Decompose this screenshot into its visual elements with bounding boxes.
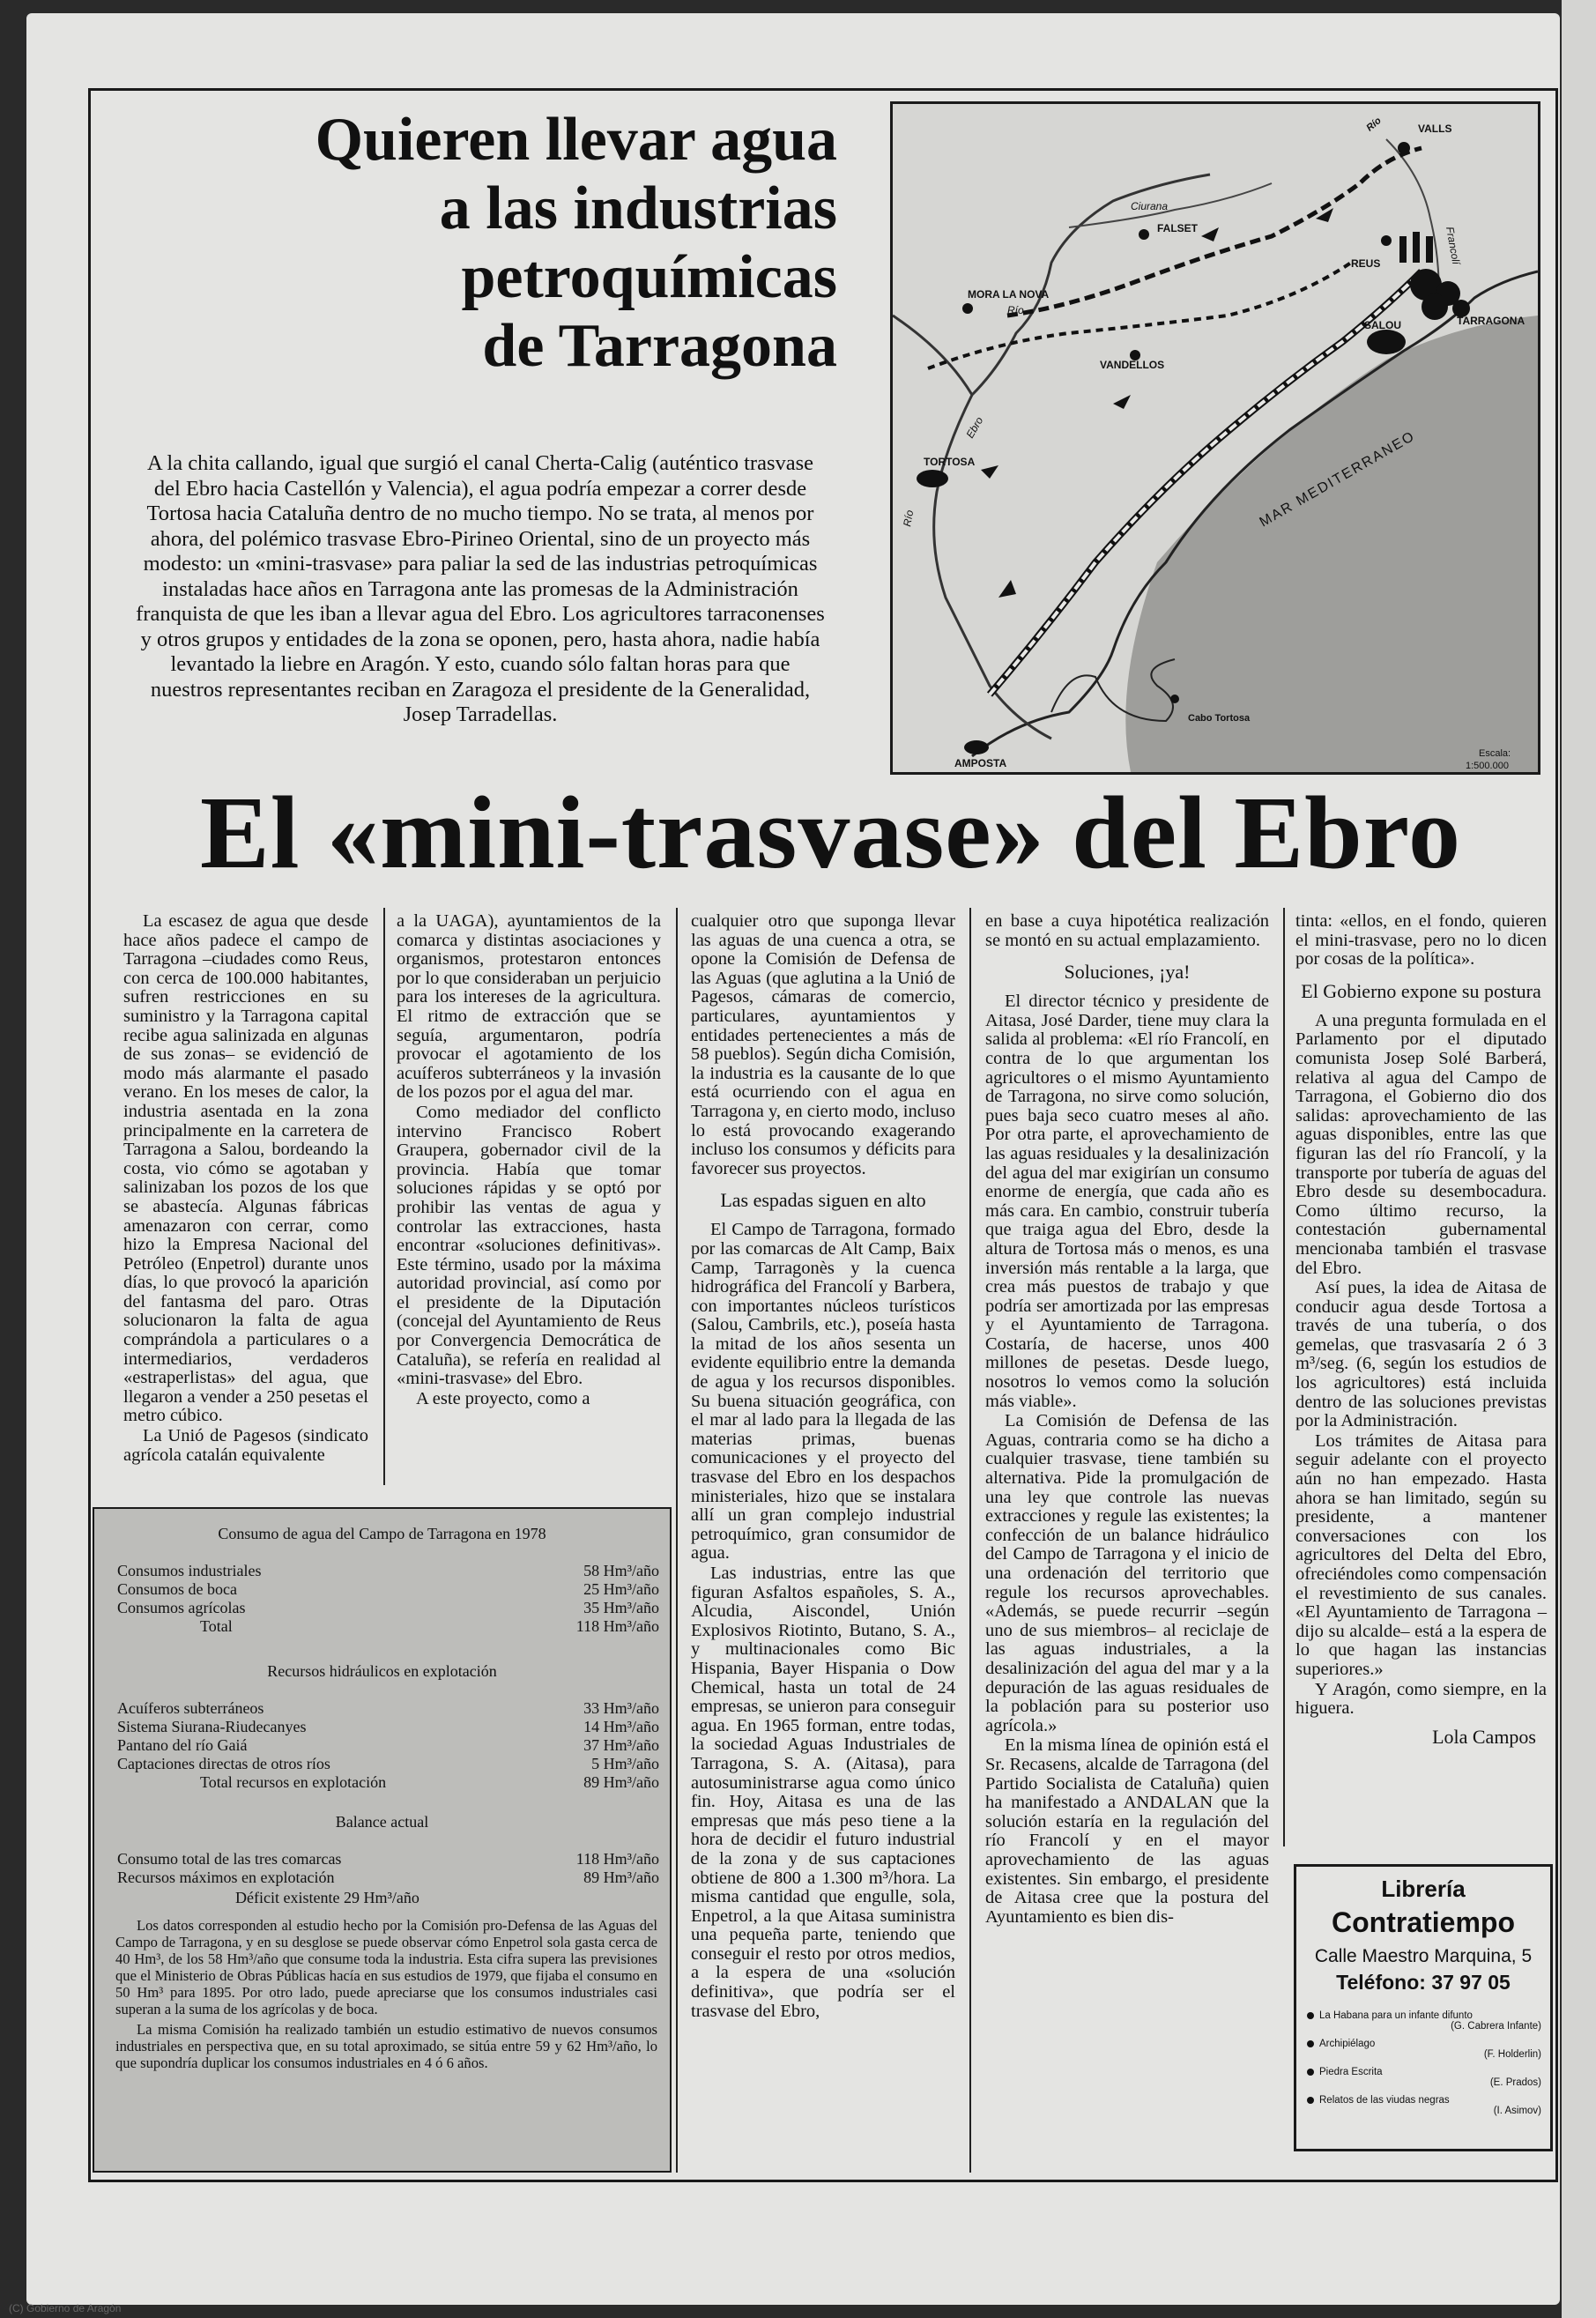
column-separator [676,908,678,2173]
article-title [132,106,837,381]
map-label-mora: MORA LA NOVA [968,288,1050,301]
table-section-title: Recursos hidráulicos en explotación [267,1662,497,1680]
paragraph: El Campo de Tarragona, formado por las comarcas de Alt Camp, Baix Camp, Tarragonès y la cuenca hidrográfica del Francolí y Barbera, con importantes núcleos turísticos (Salou, Cambrils, etc.), poseía hasta la mitad de los años sesenta un evidente equilibrio entre la demanda de agua y los recursos disponibles. Su buena situación geográfica, con el mar al lado para la llegada de las materias primas, buenas comunicaciones y el proyecto del trasvase del Ebro en los despachos ministeriales, hizo que se instalara allí un gran complejo industrial petroquímico, gran consumidor de agua. [691,1220,955,1564]
table-row [94,1755,670,1773]
row-label: Total [200,1617,233,1635]
row-value: 118 Hm³/año [575,1850,659,1868]
row-label: Captaciones directas de otros ríos [117,1755,330,1772]
paragraph: cualquier otro que suponga llevar las aguas de una cuenca a otra, se opone la Comisión de Defensa de las Aguas (que aglutina a la Unió de Pagesos, cámaras de comercio, particulares, ayuntamientos y entidades pertenecientes a más de 58 pueblos). Según dicha Comisión, la industria es la causante de lo que está ocurriendo con el agua en Tarragona y, en cierto modo, incluso lo está provocando exagerando incluso los consumos y déficits para favorecer sus proyectos. [691,911,955,1178]
paragraph: Las industrias, entre las que figuran Asfaltos españoles, S. A., Alcudia, Aiscondel, Unión Explosivos Riotinto, Butano, S. A., y multinacionales como Bic Hispania, Bayer Hispania o Dow Chemical, hasta un total de 24 empresas, se unieron para conseguir agua. En 1965 forman, entre todas, la sociedad Aguas Industriales de Tarragona, S. A. (Aitasa), para autosuministrarse agua como único fin. Hoy, Aitasa es una de las empresas que más peso tiene a la hora de decidir el futuro industrial de la zona y de sus captaciones obtiene de 800 a 1.300 m³/hora. La misma cantidad que engulle, sola, Enpetrol, a la que Aitasa suministra una pequeña parte, teniendo que conseguir el resto por otros medios, a la espera de una «solución definitiva», que podría ser el trasvase del Ebro, [691,1564,955,2021]
ad-book-list [1307,2010,1541,2116]
table-row [94,1850,670,1869]
row-label: Consumos agrícolas [117,1599,246,1616]
row-value: 35 Hm³/año [583,1599,659,1616]
row-value: 37 Hm³/año [583,1736,659,1754]
copyright-credit: (C) Gobierno de Aragón [9,2302,122,2314]
map-label-vandellos: VANDELLOS [1100,359,1165,371]
map-label-rio-top: Río [1364,115,1384,134]
title-line: petroquímicas [461,243,837,311]
column-separator [383,908,385,1485]
ad-address: Calle Maestro Marquina, 5 [1314,1946,1533,1966]
book-title: La Habana para un infante difunto [1319,2010,1473,2021]
article-lead: A la chita callando, igual que surgió el canal Cherta-Calig (auténtico trasvase del Ebro hacia Castellón y Valencia), el agua podría empezar a correr desde Tortosa hacia Cataluña dentro de no mucho tiempo. No se trata, al menos por ahora, del polémico trasvase Ebro-Pirineo Oriental, sino de un proyecto más modesto: un «mini-trasvase» para paliar la sed de las industrias petroquímicas instaladas hace años en Tarragona ante las promesas de la Administración franquista de que les iban a llevar agua del Ebro. Los agricultores tarraconenses y otros grupos y entidades de la zona se oponen, pero, hasta ahora, nadie había levantado la liebre en Aragón. Y esto, cuando sólo faltan horas para que nuestros representantes reciban en Zaragoza el presidente de la Generalidad, Josep Tarradellas. [136,451,825,726]
book-title: Piedra Escrita [1319,2067,1383,2077]
paragraph: Así pues, la idea de Aitasa de conducir agua desde Tortosa a través de una tubería, o dos gemelas, que trasvasaría 2 ó 3 m³/seg. (6, según los estudios de los agricultores) está incluida dentro de las soluciones previstas por la Administración. [1295,1278,1547,1431]
paragraph: El director técnico y presidente de Aitasa, José Darder, tiene muy clara la salida al problema: «El río Francolí, en contra de lo que argumentan los agricultores o el mismo Ayuntamiento de Tarragona, no sirve como solución, pues baja seco cuatro meses al año. Por otra parte, el aprovechamiento de las aguas residuales y la desalinización del agua del mar exigirían un consumo enorme de energía, que cada año es más cara. En cambio, construir tubería que traiga agua del Ebro, desde la altura de Tortosa más o menos, es una inversión más rentable a la larga, que crea más puestos de trabajo y que podría ser amortizada por las empresas y el Ayuntamiento de Tarragona. Costaría, de hacerse, unos 400 millones de pesetas. Desde luego, nosotros lo vemos como la solución más viable». [985,992,1269,1411]
bullet-icon [1307,2040,1314,2047]
article-column-4 [985,912,1269,1928]
row-label: Recursos máximos en explotación [117,1869,335,1886]
paragraph: Y Aragón, como siempre, en la higuera. [1295,1679,1547,1719]
bleed-through-text [44,220,48,241]
factory-icons [1399,232,1433,263]
note-paragraph: Los datos corresponden al estudio hecho por la Comisión pro-Defensa de las Aguas del Campo de Tarragona, y en su desglose se puede observar cómo Enpetrol sola gasta cerca de 40 Hm³, de los 58 Hm³/año que consume toda la industria. Esta cifra supera las previsiones que el Ministerio de Obras Públicas hacía en sus estudios de 1979, que fijaba el consumo en 50 Hm³ para 1895. Por otro lado, puede apreciarse que los consumos industriales casi superan a la suma de los agrícolas y de boca. [115,1917,657,2017]
bullet-icon [1307,2069,1314,2076]
paragraph: La Comisión de Defensa de las Aguas, contraria como se ha dicho a cualquier trasvase, tiene también su alternativa. Pide la promulgación de una ley que controle las nuevas extracciones y regule las existentes; la confección de un balance hidráulico del Campo de Tarragona y el inicio de una ordenación del territorio que regule los recursos aprovechables. «Además, se puede recurrir –según uno de sus miembros– al reciclaje de las aguas industriales, a la desalinización del agua del mar y a la depuración de las aguas residuales de la población para su posterior uso agrícola.» [985,1411,1269,1735]
map-label-valls: VALLS [1418,123,1452,135]
paragraph: a la UAGA), ayuntamientos de la comarca y distintas asociaciones y organismos, protestaron entonces por lo que consideraban un perjuicio para los intereses de la agricultura. El ritmo de extracción que se seguía, argumentaron, podría provocar el agotamiento de los acuíferos subterráneos y la invasión de los pozos por el agua del mar. [397,911,662,1103]
table-row [94,1869,670,1887]
article-column-1 [123,912,368,1466]
book-title: Archipiélago [1319,2039,1376,2049]
row-label: Consumo total de las tres comarcas [117,1850,342,1868]
paragraph: La Unió de Pagesos (sindicato agrícola catalán equivalente [123,1426,368,1465]
row-value: 89 Hm³/año [583,1773,659,1791]
row-value: 25 Hm³/año [583,1580,659,1598]
paragraph: En la misma línea de opinión está el Sr. Recasens, alcalde de Tarragona (del Partido Socialista de Cataluña) quien ha manifestado a ANDALAN que la solución estaría en la regulación del río Francolí y en el mayor aprovechamiento de las aguas existentes. Sin embargo, el presidente de Aitasa cree que la postura del Ayuntamiento es bien dis- [985,1735,1269,1927]
map-label-escala-value: 1:500.000 [1466,761,1509,771]
paragraph: en base a cuya hipotética realización se montó en su actual emplazamiento. [985,911,1269,950]
list-item [1307,2010,1541,2032]
article-column-3 [691,912,955,2022]
bullet-icon [1307,2012,1314,2019]
map-label-falset: FALSET [1157,222,1199,234]
paragraph: A este proyecto, como a [416,1388,590,1408]
table-row [94,1599,670,1617]
list-item [1307,2095,1541,2116]
table-row [94,1718,670,1736]
paragraph: Como mediador del conflicto intervino Francisco Robert Graupera, gobernador civil de la provincia. Había que tomar soluciones rápidas y se optó por prohibir las ventas de agua y controlar las extracciones, hasta encontrar «soluciones definitivas». Este término, usado por la máxima autoridad provincial, así como por el presidente de la Diputación (concejal del Ayuntamiento de Reus por Convergencia Democrática de Cataluña), se refería en realidad al «mini-trasvase» del Ebro. [397,1102,661,1389]
row-value: 58 Hm³/año [583,1562,659,1579]
row-value: 33 Hm³/año [583,1699,659,1717]
map-label-tortosa: TORTOSA [924,456,976,468]
article-column-2 [397,912,661,1409]
row-label: Sistema Siurana-Riudecanyes [117,1718,307,1735]
subheading: Soluciones, ¡ya! [1064,961,1191,984]
map-label-escala: Escala: [1479,748,1511,759]
table-row [94,1699,670,1718]
water-consumption-table [93,1507,672,2173]
map-drawing [893,104,1538,772]
author-signature: Lola Campos [1432,1725,1536,1748]
map-label-francoli: Francolí [1444,226,1463,266]
row-label: Pantano del río Gaiá [117,1736,248,1754]
deficit-line: Déficit existente 29 Hm³/año [235,1889,419,1906]
paragraph: Los trámites de Aitasa para seguir adelante con el proyecto aún no han empezado. Hasta ahora se han limitado, según su presidente, a mantener conversaciones con los agricultores del Delta del Ebro, ofreciéndoles como compensación el revestimiento de sus canales. «El Ayuntamiento de Tarragona –dijo su alcalde– está a la espera de lo que hagan las instancias superiores.» [1295,1430,1547,1679]
row-value: 118 Hm³/año [575,1617,659,1635]
article-column-5 [1295,912,1547,1746]
ebro-map [890,101,1540,775]
paragraph: tinta: «ellos, en el fondo, quieren el mini-trasvase, pero no lo dicen por cosas de la política». [1295,911,1547,970]
map-label-tarragona: TARRAGONA [1457,315,1525,327]
column-separator [1283,908,1285,1846]
table-row [94,1562,670,1580]
map-label-rio-left: Río [901,509,917,528]
title-line: a las industrias [439,175,837,242]
row-value: 89 Hm³/año [583,1869,659,1886]
map-label-rio-mid: Río [1007,304,1024,316]
table-title: Consumo de agua del Campo de Tarragona en 1978 [218,1525,546,1542]
table-row [94,1736,670,1755]
paragraph: A una pregunta formulada en el Parlamento por el diputado comunista Josep Solé Barberá, relativa al agua del Campo de Tarragona, el Gobierno dio dos salidas: aprovechamiento de las aguas disponibles, entre las que figuran las del río Francolí, y la transporte por tubería de aguas del Ebro desde su desembocadura. Como último recurso, la contestación gubernamental mencionaba también el trasvase del Ebro. [1295,1010,1547,1278]
row-label: Total recursos en explotación [200,1773,387,1791]
title-line: Quieren llevar agua [315,106,837,174]
table-total-row [94,1773,670,1792]
row-label: Consumos industriales [117,1562,262,1579]
row-value: 14 Hm³/año [583,1718,659,1735]
book-author: (G. Cabrera Infante) [1451,2021,1541,2032]
title-line: de Tarragona [482,312,837,380]
map-label-ciurana: Ciurana [1131,200,1169,212]
list-item [1307,2067,1541,2088]
table-notes [115,1917,657,2071]
map-label-salou: SALOU [1364,319,1401,331]
book-author: (F. Holderlin) [1483,2049,1541,2060]
bookstore-ad [1294,1864,1553,2151]
bullet-icon [1307,2097,1314,2104]
next-page-edge [1562,0,1596,2318]
book-author: (I. Asimov) [1493,2106,1541,2116]
column-separator [969,908,971,2173]
note-paragraph: La misma Comisión ha realizado también un estudio estimativo de nuevos consumos industriales en perspectiva que, en su total aproximado, se sitúa entre 59 y 62 Hm³/año, lo que supondría duplicar los consumos industriales en 4 ó 6 años. [115,2021,657,2071]
list-item [1307,2039,1541,2060]
row-label: Consumos de boca [117,1580,237,1598]
table-row [94,1580,670,1599]
ad-name-line1: Librería [1381,1876,1466,1902]
map-label-amposta: AMPOSTA [954,757,1007,769]
table-section-title: Balance actual [335,1813,429,1831]
row-label: Acuíferos subterráneos [117,1699,264,1717]
table-total-row [94,1617,670,1636]
article-headline: El «mini-trasvase» del Ebro [199,775,1461,890]
book-author: (E. Prados) [1489,2077,1541,2088]
map-label-mar: MAR MEDITERRANEO [1257,428,1418,531]
map-label-ebro: Ebro [963,414,986,441]
map-label-cabo: Cabo Tortosa [1188,713,1251,724]
ad-phone: Teléfono: 37 97 05 [1336,1971,1511,1994]
book-title: Relatos de las viudas negras [1319,2095,1450,2106]
ad-name-line2: Contratiempo [1332,1906,1515,1938]
subheading: El Gobierno expone su postura [1301,979,1541,1002]
subheading: Las espadas siguen en alto [720,1189,926,1212]
paragraph: La escasez de agua que desde hace años padece el campo de Tarragona –ciudades como Reus, con cerca de 100.000 habitantes, sufren restricciones en su suministro y la Tarragona capital recibe agua salinizada en algunas de sus zonas– se evidenció de modo más alarmante el pasado verano. En los meses de calor, la industria asentada en la zona principalmente en la carretera de Tarragona a Salou, bordeando la costa, vio cómo se agotaban y salinizaban los pozos de los que se abastecía. Algunas fábricas amenazaron con cerrar, como hizo la Empresa Nacional del Petróleo (Enpetrol) durante unos días, lo que provocó la aparición del fantasma del paro. Otras solucionaron la falta de agua comprándola a particulares o a intermediarios, verdaderos «estraperlistas» del agua, que llegaron a vender a 250 pesetas el metro cúbico. [123,911,368,1426]
row-value: 5 Hm³/año [591,1755,659,1772]
map-label-reus: REUS [1351,257,1381,270]
